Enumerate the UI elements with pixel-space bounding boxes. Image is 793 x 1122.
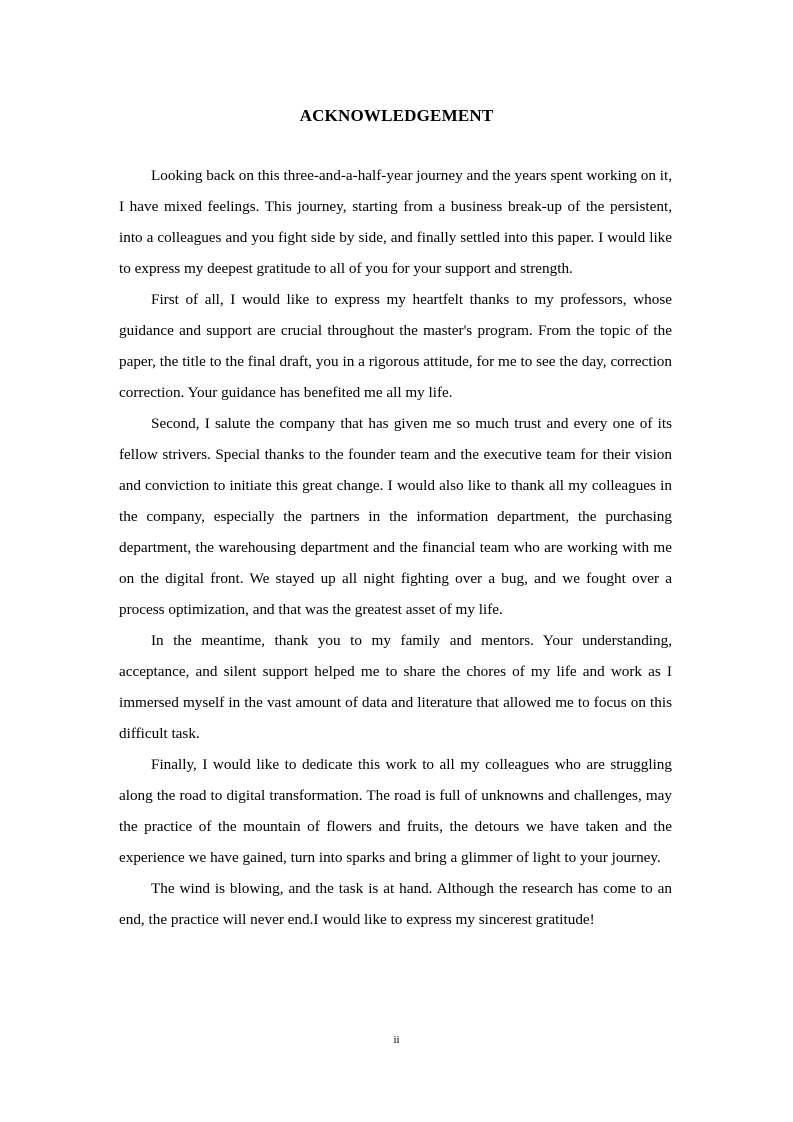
paragraph-4: In the meantime, thank you to my family and mentors. Your understanding, acceptance, and silent support helped me to share the chores of my life and work as I immersed myself in the vast amount of data and literature that allowed me to focus on this difficult task. xyxy=(119,632,672,742)
paragraph-5: Finally, I would like to dedicate this work to all my colleagues who are struggling along the road to digital transformation. The road is full of unknowns and challenges, may the practice of the mountain of flowers and fruits, the detours we have taken and the experience we have gained, turn into sparks and bring a glimmer of light to your journey. xyxy=(119,756,672,866)
paragraph-2: First of all, I would like to express my heartfelt thanks to my professors, whose guidance and support are crucial throughout the master's program. From the topic of the paper, the title to the final draft, you in a rigorous attitude, for me to see the day, correction correction. Your guidance has benefited me all my life. xyxy=(119,291,672,401)
paragraph-1: Looking back on this three-and-a-half-year journey and the years spent working on it, I have mixed feelings. This journey, starting from a business break-up of the persistent, into a colleagues and you fight side by side, and finally settled into this paper. I would like to express my deepest gratitude to all of you for your support and strength. xyxy=(119,167,672,277)
paragraph-3: Second, I salute the company that has given me so much trust and every one of its fellow strivers. Special thanks to the founder team and the executive team for their vision and conviction to initiate this great change. I would also like to thank all my colleagues in the company, especially the partners in the information department, the purchasing department, the warehousing department and the financial team who are working with me on the digital front. We stayed up all night fighting over a bug, and we fought over a process optimization, and that was the greatest asset of my life. xyxy=(119,415,672,618)
page-number: ii xyxy=(393,1034,400,1046)
acknowledgement-body xyxy=(119,160,672,935)
page-title: ACKNOWLEDGEMENT xyxy=(299,106,494,125)
paragraph-6: The wind is blowing, and the task is at hand. Although the research has come to an end, the practice will never end.I would like to express my sincerest gratitude! xyxy=(119,880,672,928)
